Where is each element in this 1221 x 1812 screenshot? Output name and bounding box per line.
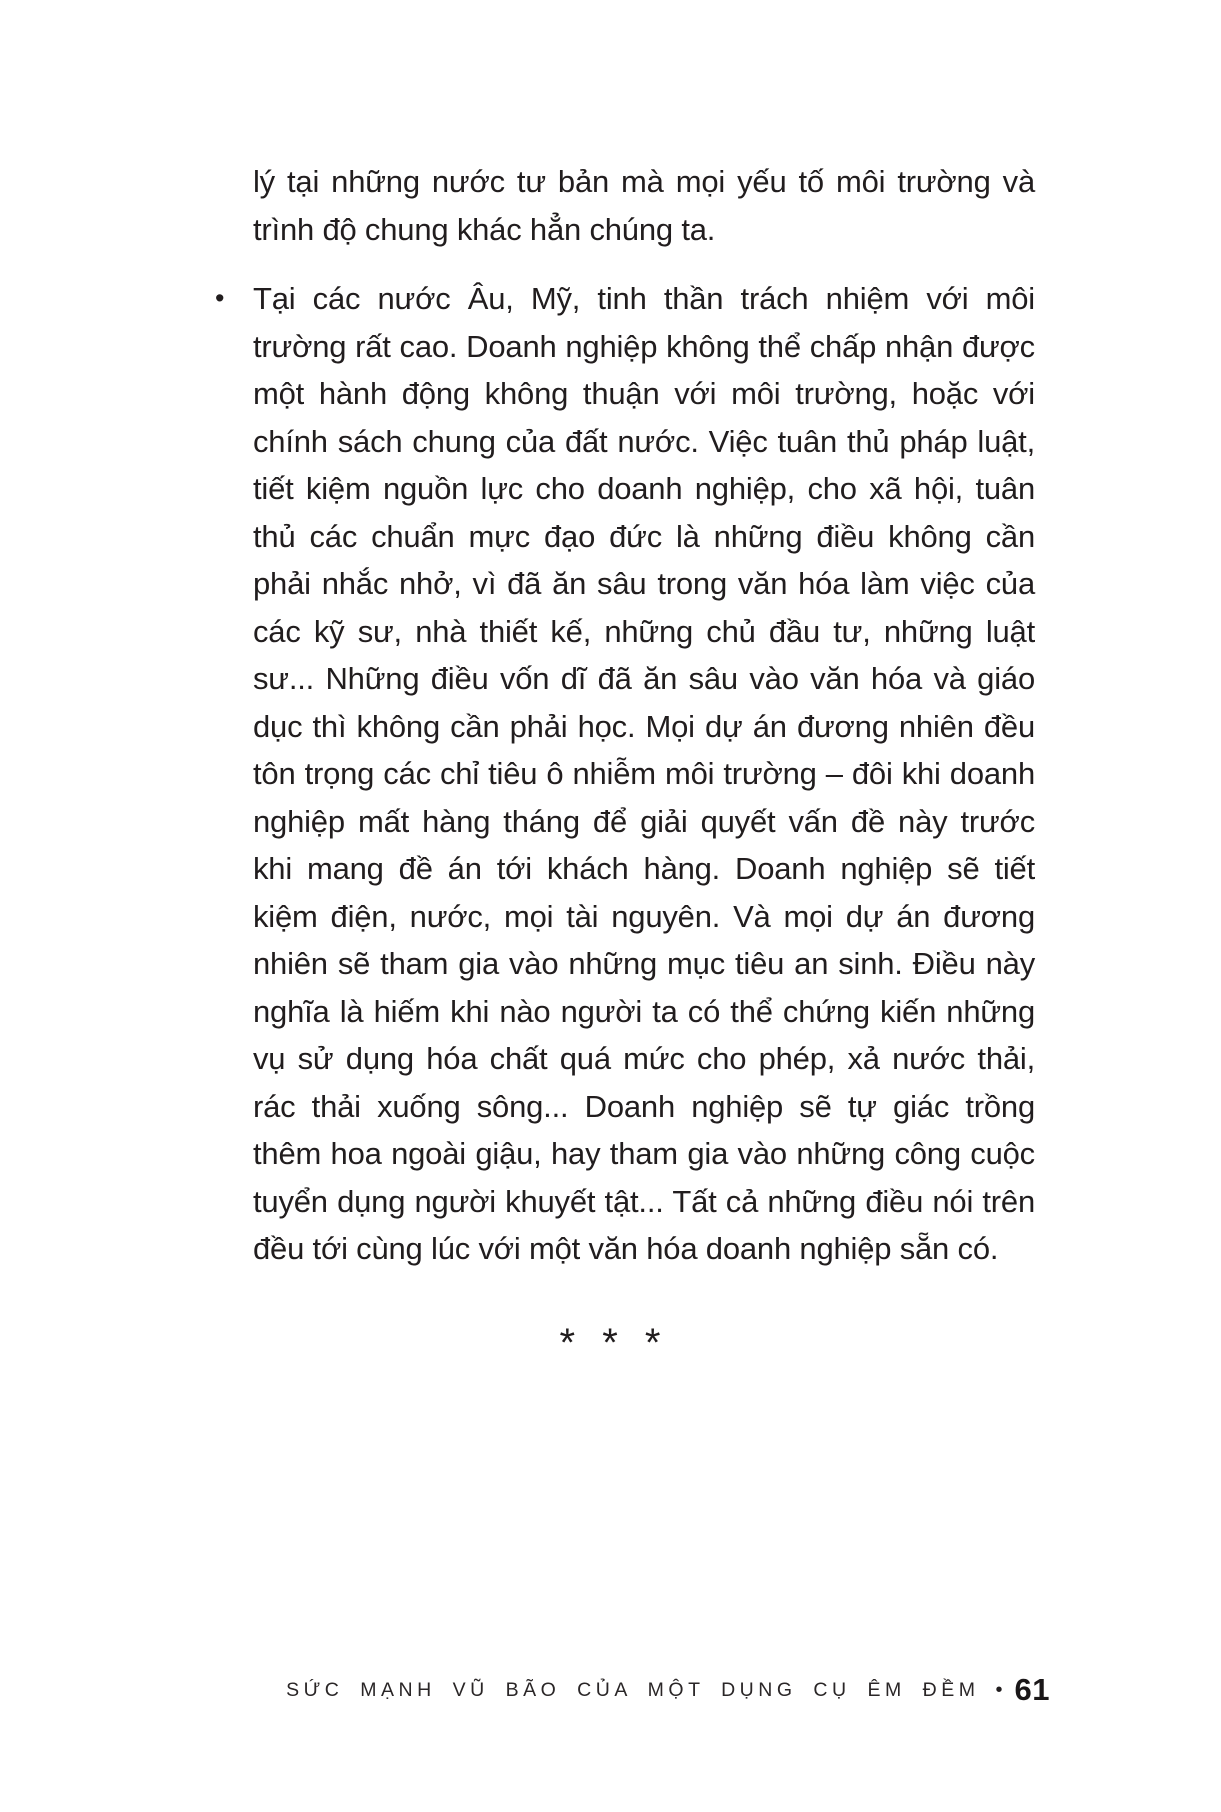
paragraph-continuation: lý tại những nước tư bản mà mọi yếu tố môi trường và trình độ chung khác hẳn chúng ta. <box>253 164 1035 247</box>
page-number: 61 <box>1014 1672 1050 1707</box>
page-footer <box>0 1672 1050 1708</box>
bullet-paragraph-text: Tại các nước Âu, Mỹ, tinh thần trách nhiệm với môi trường rất cao. Doanh nghiệp không thể chấp nhận được một hành động không thuận với môi trường, hoặc với chính sách chung của đất nước. Việc tuân thủ pháp luật, tiết kiệm nguồn lực cho doanh nghiệp, cho xã hội, tuân thủ các chuẩn mực đạo đức là những điều không cần phải nhắc nhở, vì đã ăn sâu trong văn hóa làm việc của các kỹ sư, nhà thiết kế, những chủ đầu tư, những luật sư... Những điều vốn dĩ đã ăn sâu vào văn hóa và giáo dục thì không cần phải học. Mọi dự án đương nhiên đều tôn trọng các chỉ tiêu ô nhiễm môi trường – đôi khi doanh nghiệp mất hàng tháng để giải quyết vấn đề này trước khi mang đề án tới khách hàng. Doanh nghiệp sẽ tiết kiệm điện, nước, mọi tài nguyên. Và mọi dự án đương nhiên sẽ tham gia vào những mục tiêu an sinh. Điều này nghĩa là hiếm khi nào người ta có thể chứng kiến những vụ sử dụng hóa chất quá mức cho phép, xả nước thải, rác thải xuống sông... Doanh nghiệp sẽ tự giác trồng thêm hoa ngoài giậu, hay tham gia vào những công cuộc tuyển dụng người khuyết tật... Tất cả những điều nói trên đều tới cùng lúc với một văn hóa doanh nghiệp sẵn có. <box>253 281 1035 1266</box>
footer-separator-dot: • <box>995 1678 1003 1701</box>
running-title: SỨC MẠNH VŨ BÃO CỦA MỘT DỤNG CỤ ÊM ĐỀM <box>286 1678 980 1701</box>
page-body <box>215 158 1035 1365</box>
bullet-marker: • <box>215 283 225 313</box>
bullet-list-item <box>215 275 1035 1273</box>
section-divider-asterisks: * * * <box>559 1320 661 1365</box>
